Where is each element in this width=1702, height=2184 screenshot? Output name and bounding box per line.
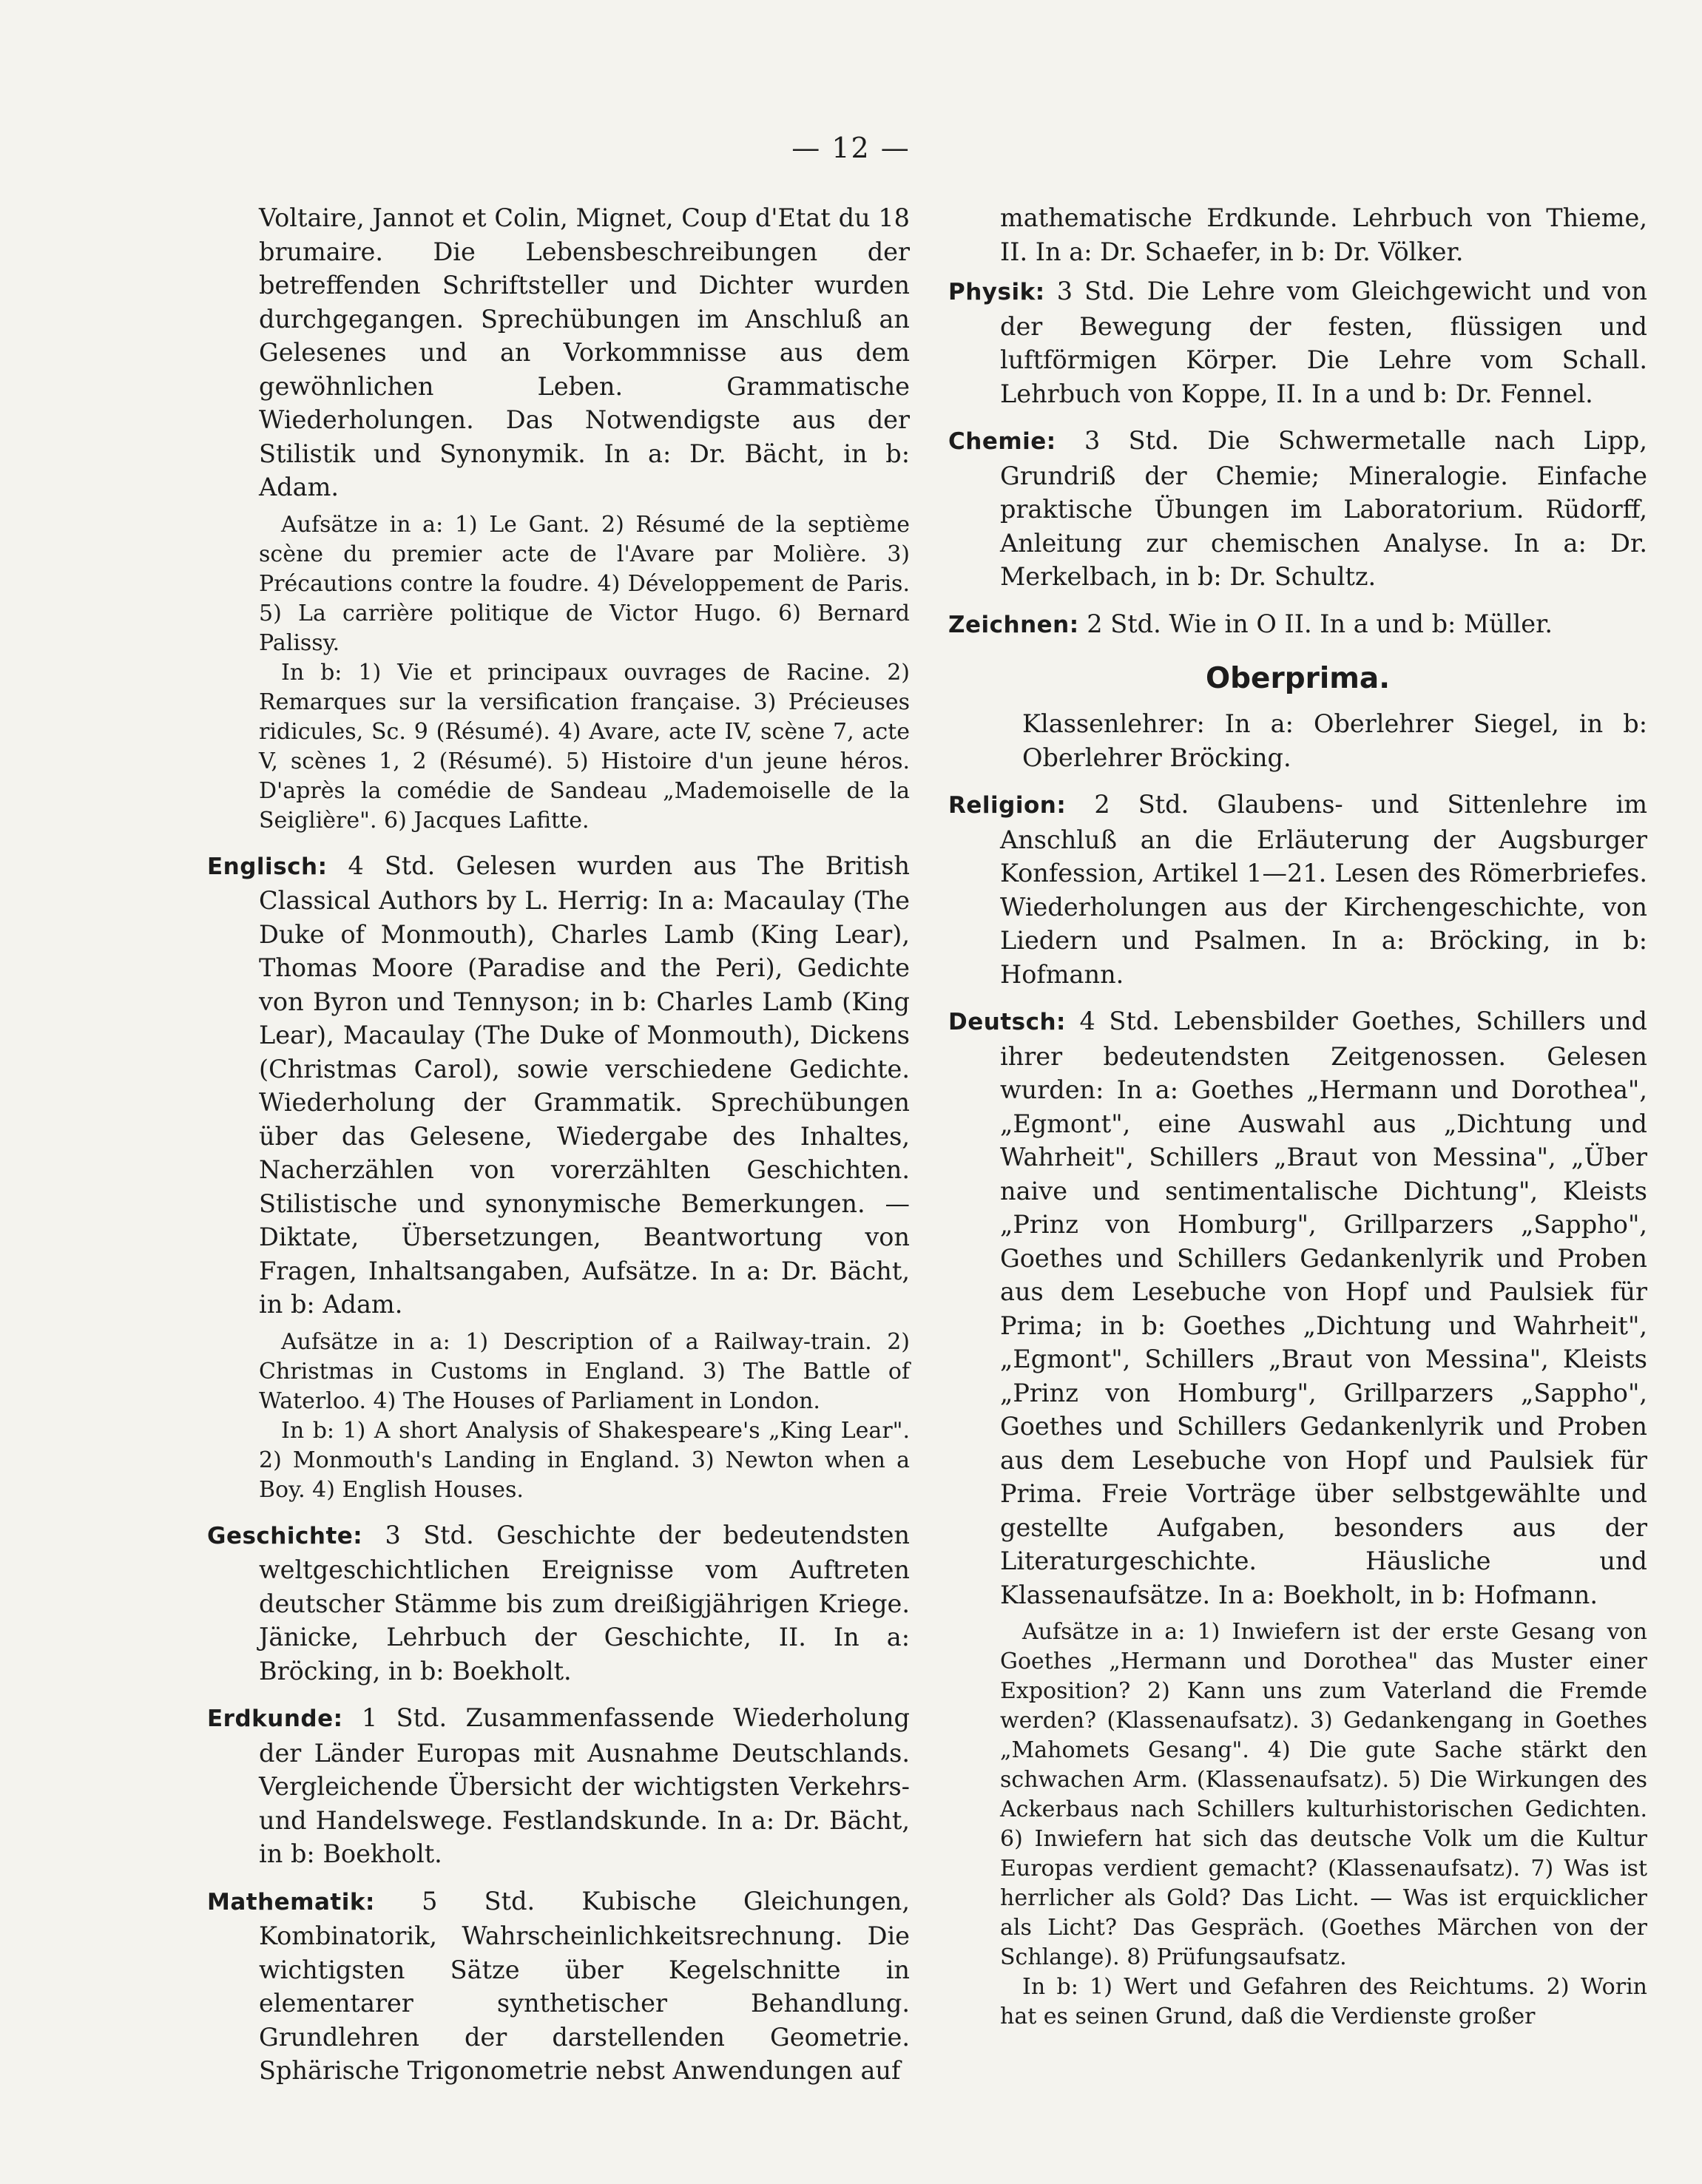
- drawing-text: 2 Std. Wie in O II. In a und b: Müller.: [1087, 609, 1553, 638]
- french-essays-b: In b: 1) Vie et principaux ouvrages de Racine. 2) Remarques sur la versification française. 3) Précieuses ridicules, Sc. 9 (Résumé). 4) Avare, acte IV, scène 7, acte V, scènes 1, 2 (Résumé). 5) Histoire d'un jeune héros. D'après la comédie de Sandeau „Mademoiselle de la Seiglière". 6) Jacques Lafitte.: [259, 659, 910, 834]
- german-essays-b: In b: 1) Wert und Gefahren des Reichtums. 2) Worin hat es seinen Grund, daß die Verdienste großer: [1000, 1974, 1647, 2029]
- mathematics-text: 5 Std. Kubische Gleichungen, Kombinatorik, Wahrscheinlichkeitsrechnung. Die wichtigsten Sätze über Kegelschnitte in elementarer synthetischer Behandlung. Grundlehren der darstellenden Geometrie. Sphärische Trigonometrie nebst Anwendungen auf: [259, 1886, 911, 2085]
- religion-paragraph: [948, 788, 1647, 991]
- mathematics-paragraph: [207, 1884, 910, 2088]
- french-essays-a: Aufsätze in a: 1) Le Gant. 2) Résumé de la septième scène du premier acte de l'Avare par Molière. 3) Précautions contre la foudre. 4) Développement de Paris. 5) La carrière politique de Victor Hugo. 6) Bernard Palissy.: [259, 511, 910, 656]
- english-essays-block: [207, 1328, 910, 1505]
- english-heading: Englisch:: [207, 853, 328, 880]
- history-text: 3 Std. Geschichte der bedeutendsten weltgeschichtlichen Ereignisse vom Auftreten deutscher Stämme bis zum dreißigjährigen Kriege. Jänicke, Lehrbuch der Geschichte, II. In a: Bröcking, in b: Boekholt.: [259, 1520, 910, 1686]
- drawing-paragraph: [948, 607, 1647, 643]
- german-essays-a: Aufsätze in a: 1) Inwiefern ist der erste Gesang von Goethes „Hermann und Dorothea" das Muster einer Exposition? 2) Kann uns zum Vaterland die Fremde werden? (Klassenaufsatz). 3) Gedankengang in Goethes „Mahomets Gesang". 4) Die gute Sache stärkt den schwachen Arm. (Klassenaufsatz). 5) Die Wirkungen des Ackerbaus nach Schillers kulturhistorischen Gedichten. 6) Inwiefern hat sich das deutsche Volk um die Kultur Europas verdient gemacht? (Klassenaufsatz). 7) Was ist herrlicher als Gold? Das Licht. — Was ist erquicklicher als Licht? Das Gespräch. (Goethes Märchen von der Schlange). 8) Prüfungsaufsatz.: [1000, 1619, 1647, 1970]
- english-paragraph: [207, 849, 910, 1322]
- german-essays-block: [948, 1617, 1647, 2032]
- physics-heading: Physik:: [948, 279, 1045, 305]
- geography-heading: Erdkunde:: [207, 1705, 343, 1732]
- chemistry-text: 3 Std. Die Schwermetalle nach Lipp, Grundriß der Chemie; Mineralogie. Einfache praktische Übungen im Laboratorium. Rüdorff, Anleitung zur chemischen Analyse. In a: Dr. Merkelbach, in b: Dr. Schultz.: [1000, 426, 1647, 591]
- physics-paragraph: [948, 274, 1647, 410]
- left-column: [207, 201, 910, 2088]
- physics-text: 3 Std. Die Lehre vom Gleichgewicht und von der Bewegung der festen, flüssigen und luftförmigen Körper. Die Lehre vom Schall. Lehrbuch von Koppe, II. In a und b: Dr. Fennel.: [1000, 277, 1647, 408]
- chemistry-heading: Chemie:: [948, 428, 1056, 455]
- history-paragraph: [207, 1518, 910, 1688]
- religion-heading: Religion:: [948, 792, 1067, 819]
- german-text: 4 Std. Lebensbilder Goethes, Schillers und ihrer bedeutendsten Zeitgenossen. Gelesen wurden: In a: Goethes „Hermann und Dorothea", „Egmont", eine Auswahl aus „Dichtung und Wahrheit", Schillers „Braut von Messina", „Über naive und sentimentalische Dichtung", Kleists „Prinz von Homburg", Grillparzers „Sappho", Goethes und Schillers Gedankenlyrik und Proben aus dem Lesebuche von Hopf und Paulsiek für Prima; in b: Goethes „Dichtung und Wahrheit", „Egmont", Schillers „Braut von Messina", Kleists „Prinz von Homburg", Grillparzers „Sappho", Goethes und Schillers Gedankenlyrik und Proben aus dem Lesebuche von Hopf und Paulsiek für Prima. Freie Vorträge über selbstgewählte und gestellte Aufgaben, besonders aus der Literaturgeschichte. Häusliche und Klassenaufsätze. In a: Boekholt, in b: Hofmann.: [1000, 1007, 1647, 1609]
- mathematics-heading: Mathematik:: [207, 1888, 375, 1916]
- english-essays-b: In b: 1) A short Analysis of Shakespeare's „King Lear". 2) Monmouth's Landing in England. 3) Newton when a Boy. 4) English Houses.: [259, 1417, 910, 1503]
- drawing-heading: Zeichnen:: [948, 611, 1079, 638]
- french-essays-block: [207, 510, 910, 836]
- german-paragraph: [948, 1004, 1647, 1612]
- right-column: [948, 201, 1647, 2032]
- class-teacher: Klassenlehrer: In a: Oberlehrer Siegel, in b: Oberlehrer Bröcking.: [1022, 709, 1647, 772]
- mathematics-continuation: mathematische Erdkunde. Lehrbuch von Thieme, II. In a: Dr. Schaefer, in b: Dr. Völker.: [1000, 203, 1647, 266]
- english-text: 4 Std. Gelesen wurden aus The British Classical Authors by L. Herrig: In a: Macaulay (The Duke of Monmouth), Charles Lamb (King Lear), Thomas Moore (Paradise and the Peri), Gedichte von Byron und Tennyson; in b: Charles Lamb (King Lear), Macaulay (The Duke of Monmouth), Dickens (Christmas Carol), sowie verschiedene Gedichte. Wiederholung der Grammatik. Sprechübungen über das Gelesene, Wiedergabe des Inhaltes, Nacherzählen von vorerzählten Geschichten. Stilistische und synonymische Bemerkungen. — Diktate, Übersetzungen, Beantwortung von Fragen, Inhaltsangaben, Aufsätze. In a: Dr. Bächt, in b: Adam.: [259, 851, 910, 1319]
- chemistry-paragraph: [948, 424, 1647, 594]
- german-heading: Deutsch:: [948, 1009, 1066, 1035]
- geography-text: 1 Std. Zusammenfassende Wiederholung der Länder Europas mit Ausnahme Deutschlands. Vergleichende Übersicht der wichtigsten Verkehrs- und Handelswege. Festlandskunde. In a: Dr. Bächt, in b: Boekholt.: [259, 1703, 910, 1868]
- page-number: — 12 —: [791, 132, 911, 164]
- geography-paragraph: [207, 1701, 910, 1871]
- section-title: Oberprima.: [1205, 662, 1391, 695]
- english-essays-a: Aufsätze in a: 1) Description of a Railway-train. 2) Christmas in Customs in England. 3) The Battle of Waterloo. 4) The Houses of Parliament in London.: [259, 1328, 910, 1414]
- history-heading: Geschichte:: [207, 1522, 363, 1549]
- french-continuation: Voltaire, Jannot et Colin, Mignet, Coup d'Etat du 18 brumaire. Die Lebensbeschreibungen der betreffenden Schriftsteller und Dichter wurden durchgegangen. Sprechübungen im Anschluß an Gelesenes und an Vorkommnisse aus dem gewöhnlichen Leben. Grammatische Wiederholungen. Das Notwendigste aus der Stilistik und Synonymik. In a: Dr. Bächt, in b: Adam.: [259, 203, 910, 501]
- religion-text: 2 Std. Glaubens- und Sittenlehre im Anschluß an die Erläuterung der Augsburger Konfession, Artikel 1—21. Lesen des Römerbriefes. Wiederholungen aus der Kirchengeschichte, von Liedern und Psalmen. In a: Bröcking, in b: Hofmann.: [1000, 790, 1647, 989]
